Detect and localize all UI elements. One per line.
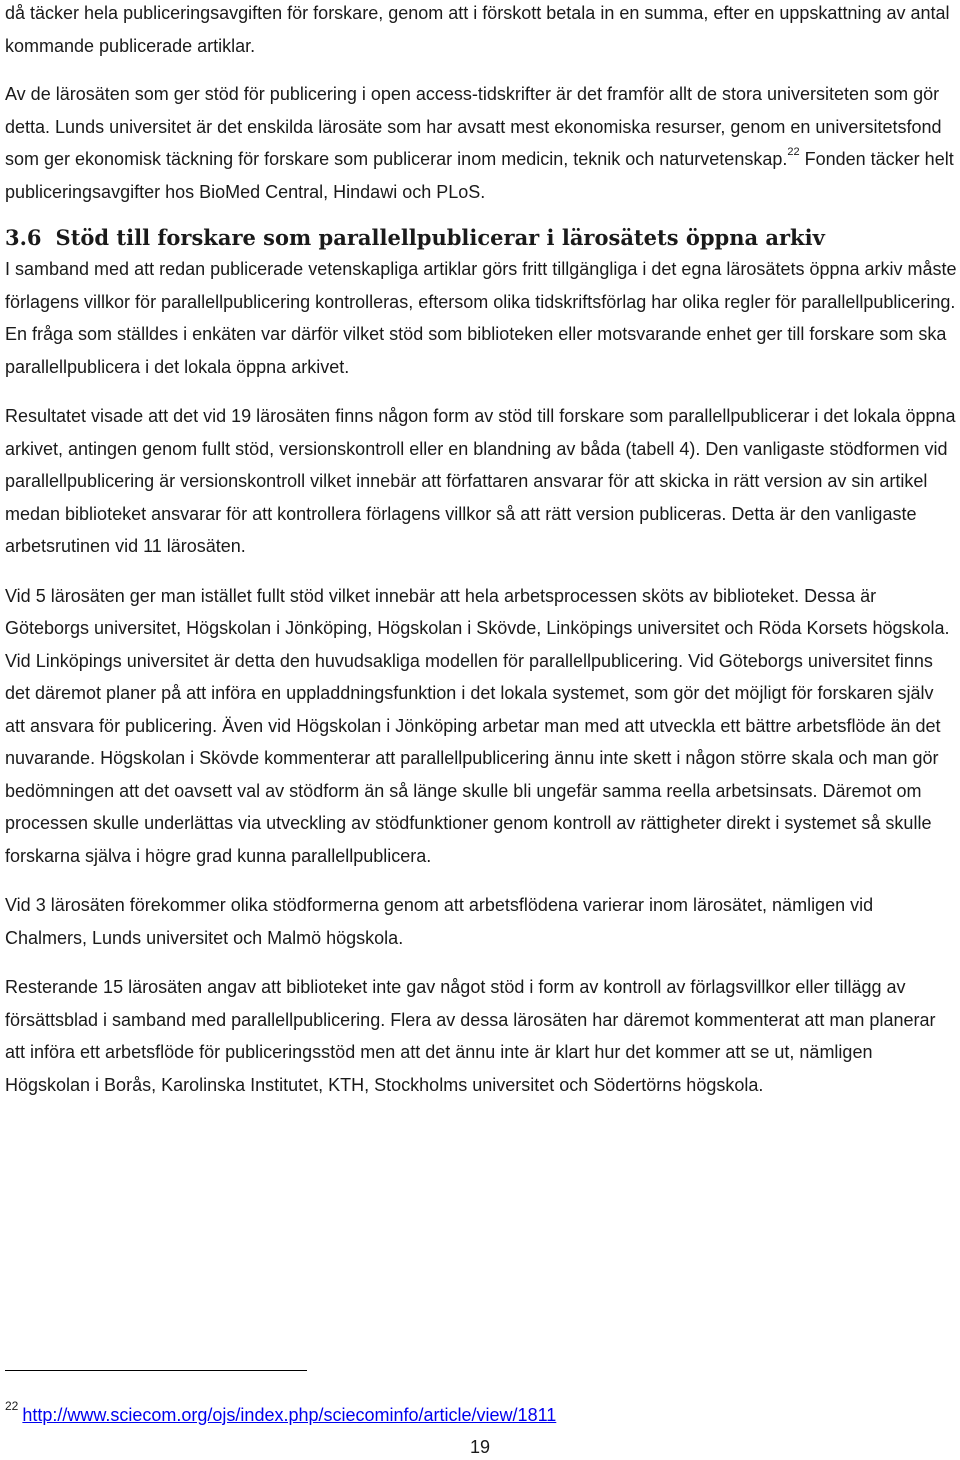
page-number: 19 (469, 1437, 491, 1457)
paragraph-open-access-support (5, 78, 957, 208)
footnote-link[interactable]: http://www.sciecom.org/ojs/index.php/sciecominfo/article/view/1811 (22, 1405, 557, 1425)
footnote-number: 22 (5, 1399, 19, 1413)
paragraph-full-support: Vid 5 lärosäten ger man istället fullt stöd vilket innebär att hela arbetsprocessen sköts av biblioteket. Dessa är Göteborgs universitet, Högskolan i Jönköping, Högskolan i Skövde, Linköpings universitet och Röda Korsets högskola. Vid Linköpings universitet är detta den huvudsakliga modellen för parallellpublicering. Vid Göteborgs universitet finns det däremot planer på att införa en uppladdningsfunktion i det lokala systemet, som gör det möjligt för forskaren själv att ansvara för publicering. Även vid Högskolan i Jönköping arbetar man med att utveckla ett bättre arbetsflöde än det nuvarande. Högskolan i Skövde kommenterar att parallellpublicering ännu inte skett i någon större skala och man gör bedömningen att det oavsett val av stödform än så länge skulle bli ungefär samma reella arbetsinsats. Däremot om processen skulle underlättas via utveckling av stödfunktioner genom kontroll av rättigheter direkt i systemet så skulle forskarna själva i högre grad kunna parallellpublicera. (5, 585, 950, 866)
document-page (5, 0, 957, 1101)
footnote-divider (5, 1370, 307, 1371)
footnote (5, 1399, 557, 1426)
paragraph-text: Av de lärosäten som ger stöd för publicering i open access-tidskrifter är det framför allt de stora universiteten som gör detta. Lunds universitet är det enskilda lärosäte som har avsatt mest ekonomiska resurser, genom en universitetsfond som ger ekonomisk täckning för forskare som publicerar inom medicin, teknik och naturvetenskap. (5, 84, 942, 169)
paragraph-no-support: Resterande 15 lärosäten angav att biblioteket inte gav något stöd i form av kontroll av förlagsvillkor eller tillägg av försättsblad i samband med parallellpublicering. Flera av dessa lärosäten har däremot kommenterat att man planerar att införa ett arbetsflöde för publiceringsstöd men att det ännu inte är klart hur det kommer att se ut, nämligen Högskolan i Borås, Karolinska Institutet, KTH, Stockholms universitet och Södertörns högskola. (5, 977, 936, 1095)
paragraph-results: Resultatet visade att det vid 19 lärosäten finns någon form av stöd till forskare som parallellpublicerar i det lokala öppna arkivet, antingen genom fullt stöd, versionskontroll eller en blandning av båda (tabell 4). Den vanligaste stödformen vid parallellpublicering är versionskontroll vilket innebär att författaren ansvarar för att skicka in rätt version av sin artikel medan biblioteket ansvarar för att kontrollera förlagens villkor så att rätt version publiceras. Detta är den vanligaste arbetsrutinen vid 11 lärosäten. (5, 406, 956, 556)
section-title: Stöd till forskare som parallellpublicerar i lärosätets öppna arkiv (55, 225, 825, 250)
section-heading (5, 223, 957, 253)
section-number: 3.6 (5, 225, 42, 250)
paragraph-mixed-support: Vid 3 lärosäten förekommer olika stödformerna genom att arbetsflödena varierar inom lärosätet, nämligen vid Chalmers, Lunds universitet och Malmö högskola. (5, 895, 874, 948)
paragraph-text: Fonden täcker helt publiceringsavgifter hos BioMed Central, Hindawi och PLoS. (5, 149, 954, 202)
paragraph-intro-continuation: då täcker hela publiceringsavgiften för forskare, genom att i förskott betala in en summa, efter en uppskattning av antal kommande publicerade artiklar. (5, 3, 950, 56)
footnote-reference[interactable]: 22 (787, 146, 800, 158)
paragraph-section-intro: I samband med att redan publicerade vetenskapliga artiklar görs fritt tillgängliga i det egna lärosätets öppna arkiv måste förlagens villkor för parallellpublicering kontrolleras, eftersom olika tidskriftsförlag har olika regler för parallellpublicering. En fråga som ställdes i enkäten var därför vilket stöd som biblioteken eller motsvarande enhet ger till forskare som ska parallellpublicera i det lokala öppna arkivet. (5, 259, 957, 377)
